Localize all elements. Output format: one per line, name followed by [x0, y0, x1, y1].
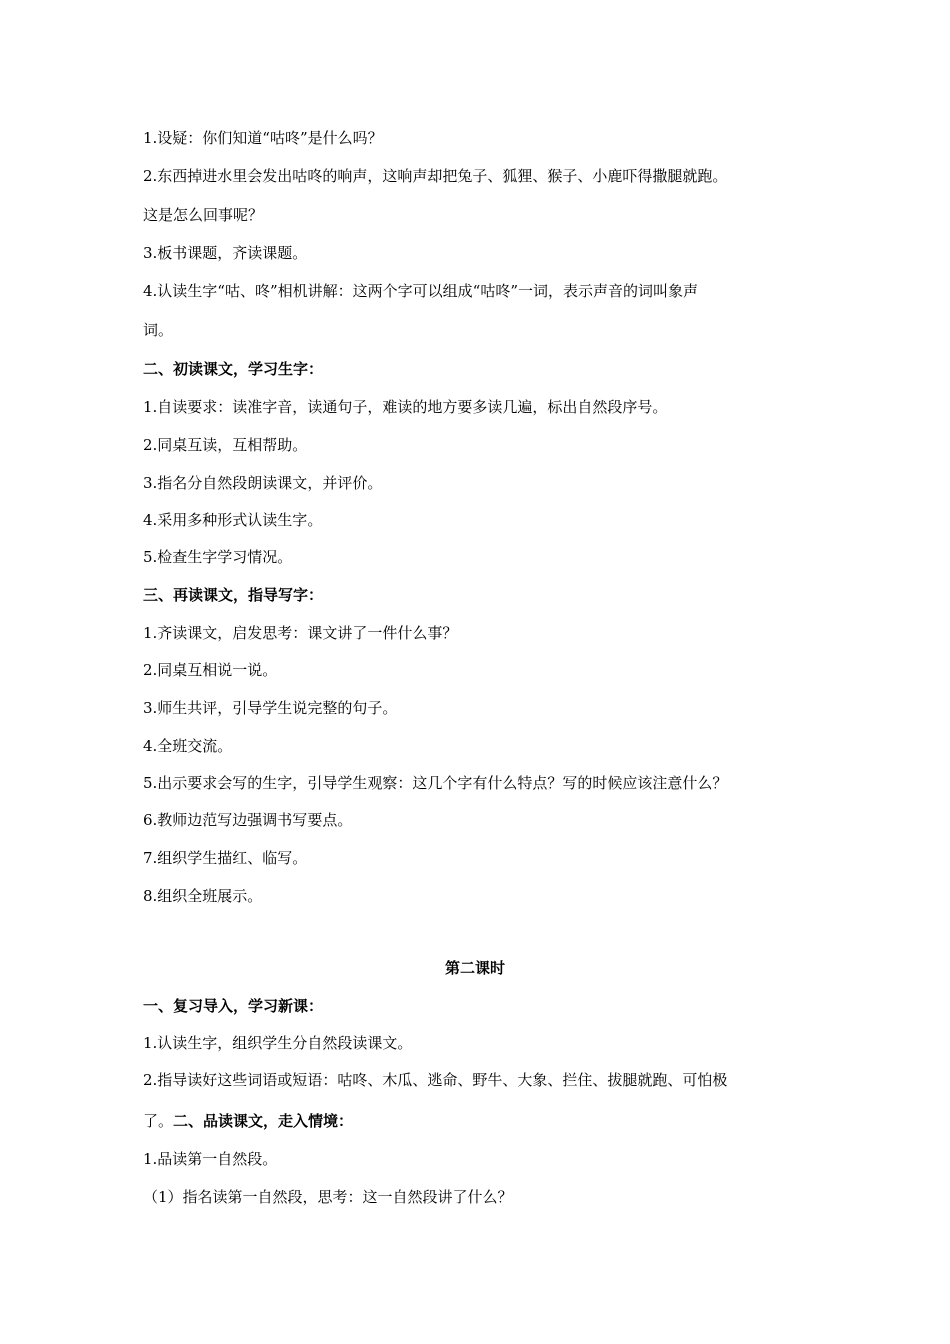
- text-line: 3.指名分自然段朗读课文，并评价。: [143, 474, 383, 492]
- text-line: 8.组织全班展示。: [143, 887, 263, 905]
- section-heading: 三、再读课文，指导写字：: [143, 586, 324, 604]
- text-line: （1）指名读第一自然段，思考：这一自然段讲了什么？: [143, 1188, 513, 1206]
- text-line: 2.同桌互相说一说。: [143, 661, 278, 679]
- text-line: 7.组织学生描红、临写。: [143, 849, 308, 867]
- text-line: 4.采用多种形式认读生字。: [143, 511, 323, 529]
- text-line: 1.齐读课文，启发思考：课文讲了一件什么事？: [143, 624, 458, 642]
- text-line: 1.认读生字，组织学生分自然段读课文。: [143, 1034, 413, 1052]
- text-line: 4.认读生字“咕、咚”相机讲解：这两个字可以组成“咕咚”一词，表示声音的词叫象声: [143, 282, 698, 300]
- section-heading: 二、初读课文，学习生字：: [143, 360, 324, 378]
- text-line: 2.同桌互读，互相帮助。: [143, 436, 308, 454]
- text-line: 5.检查生字学习情况。: [143, 548, 293, 566]
- text-line: 这是怎么回事呢？: [143, 206, 264, 224]
- section-heading: 二、品读课文，走入情境：: [173, 1112, 354, 1130]
- text-line: 1.设疑：你们知道“咕咚”是什么吗？: [143, 129, 383, 147]
- text-line: 3.师生共评，引导学生说完整的句子。: [143, 699, 398, 717]
- text-line: 2.指导读好这些词语或短语：咕咚、木瓜、逃命、野牛、大象、拦住、拔腿就跑、可怕极: [143, 1071, 728, 1089]
- text-fragment: 了。: [143, 1112, 174, 1130]
- section-heading: 一、复习导入，学习新课：: [143, 997, 324, 1015]
- text-line: 5.出示要求会写的生字，引导学生观察：这几个字有什么特点？写的时候应该注意什么？: [143, 774, 728, 792]
- text-line: 词。: [143, 321, 174, 339]
- text-line: 1.品读第一自然段。: [143, 1150, 278, 1168]
- text-line: 2.东西掉进水里会发出咕咚的响声，这响声却把兔子、狐狸、猴子、小鹿吓得撒腿就跑。: [143, 167, 728, 185]
- text-line: 4.全班交流。: [143, 737, 233, 755]
- text-line: [143, 1111, 353, 1131]
- text-line: 3.板书课题，齐读课题。: [143, 244, 308, 262]
- text-line: 1.自读要求：读准字音，读通句子，难读的地方要多读几遍，标出自然段序号。: [143, 398, 668, 416]
- lesson-title: 第二课时: [444, 959, 505, 977]
- text-line: 6.教师边范写边强调书写要点。: [143, 811, 353, 829]
